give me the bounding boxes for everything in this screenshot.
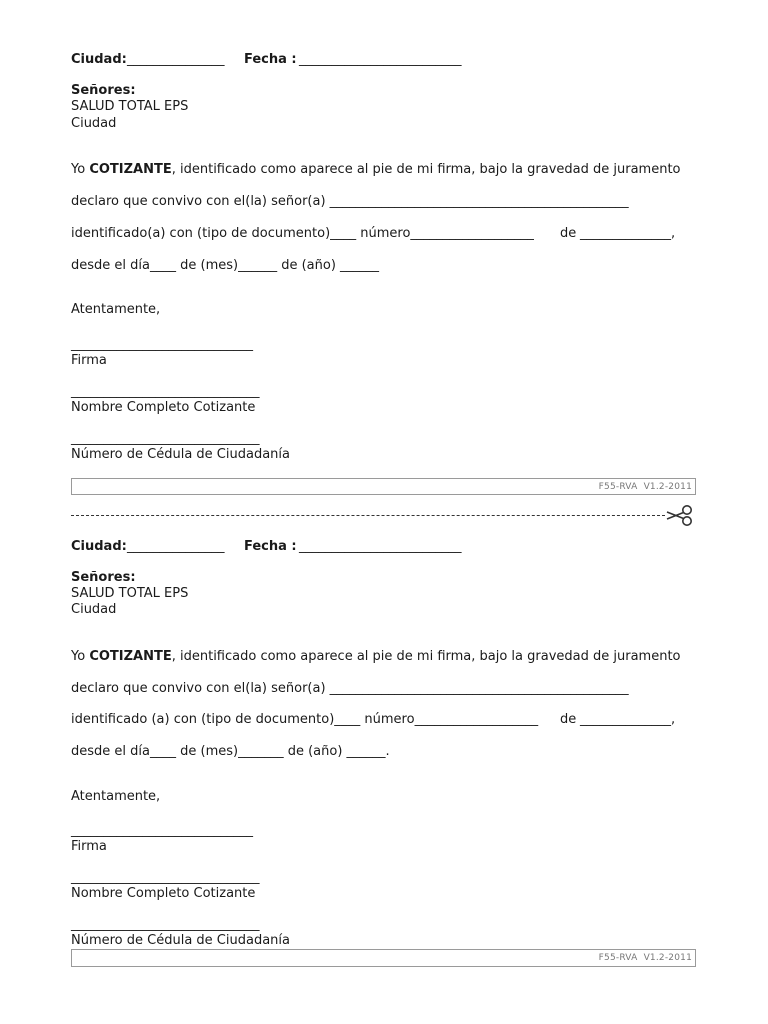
nombre-label: Nombre Completo Cotizante [71,886,256,901]
scissors-icon [665,502,695,528]
date-label: Fecha : [244,52,297,67]
city-label: Ciudad: [71,52,127,67]
city-blank[interactable]: _______________ [127,52,225,67]
cedula-label: Número de Cédula de Ciudadanía [71,933,290,948]
declaration-line-1 [71,649,696,665]
firma-label: Firma [71,353,107,368]
declaration-line-3[interactable]: identificado (a) con (tipo de documento)____ número___________________ [71,712,539,727]
declaration-line-3-de: de [560,712,577,727]
declaration-line-2[interactable]: declaro que convivo con el(la) señor(a) ______________________________________________ [71,194,629,209]
declaration-line-3-end[interactable]: ______________, [580,226,676,241]
name-line[interactable]: _____________________________ [71,384,260,399]
footer-code: F55-RVA V1.2-2011 [598,482,692,492]
cedula-label: Número de Cédula de Ciudadanía [71,447,290,462]
firma-label: Firma [71,839,107,854]
recipient-city: Ciudad [71,602,117,617]
date-blank[interactable]: _________________________ [299,539,462,554]
date-blank[interactable]: _________________________ [299,52,462,67]
footer-box [71,949,696,967]
nombre-label: Nombre Completo Cotizante [71,400,256,415]
declaration-line-3-de: de [560,226,577,241]
cotizante-text: COTIZANTE [89,649,172,664]
city-blank[interactable]: _______________ [127,539,225,554]
declaration-line-1 [71,162,696,178]
yo-text: Yo [71,162,86,177]
cedula-line[interactable]: _____________________________ [71,917,260,932]
cut-line [71,515,665,516]
closing: Atentamente, [71,302,161,317]
signature-line[interactable]: ____________________________ [71,337,253,352]
recipient-name: SALUD TOTAL EPS [71,99,189,114]
yo-text: Yo [71,649,86,664]
cotizante-text: COTIZANTE [89,162,172,177]
signature-line[interactable]: ____________________________ [71,823,253,838]
declaration-line-3-end[interactable]: ______________, [580,712,676,727]
declaration-line-1-rest: , identificado como aparece al pie de mi firma, bajo la gravedad de juramento [171,649,681,664]
salutation: Señores: [71,83,136,98]
declaration-line-4[interactable]: desde el día____ de (mes)_______ de (año) ______. [71,744,390,759]
footer-box [71,478,696,495]
footer-code: F55-RVA V1.2-2011 [598,953,692,963]
declaration-line-1-rest: , identificado como aparece al pie de mi firma, bajo la gravedad de juramento [171,162,681,177]
declaration-line-2[interactable]: declaro que convivo con el(la) señor(a) ______________________________________________ [71,681,629,696]
salutation: Señores: [71,570,136,585]
cedula-line[interactable]: _____________________________ [71,431,260,446]
declaration-line-3[interactable]: identificado(a) con (tipo de documento)____ número___________________ [71,226,534,241]
recipient-city: Ciudad [71,116,117,131]
name-line[interactable]: _____________________________ [71,870,260,885]
declaration-line-4[interactable]: desde el día____ de (mes)______ de (año) ______ [71,258,380,273]
date-label: Fecha : [244,539,297,554]
closing: Atentamente, [71,789,161,804]
recipient-name: SALUD TOTAL EPS [71,586,189,601]
city-label: Ciudad: [71,539,127,554]
